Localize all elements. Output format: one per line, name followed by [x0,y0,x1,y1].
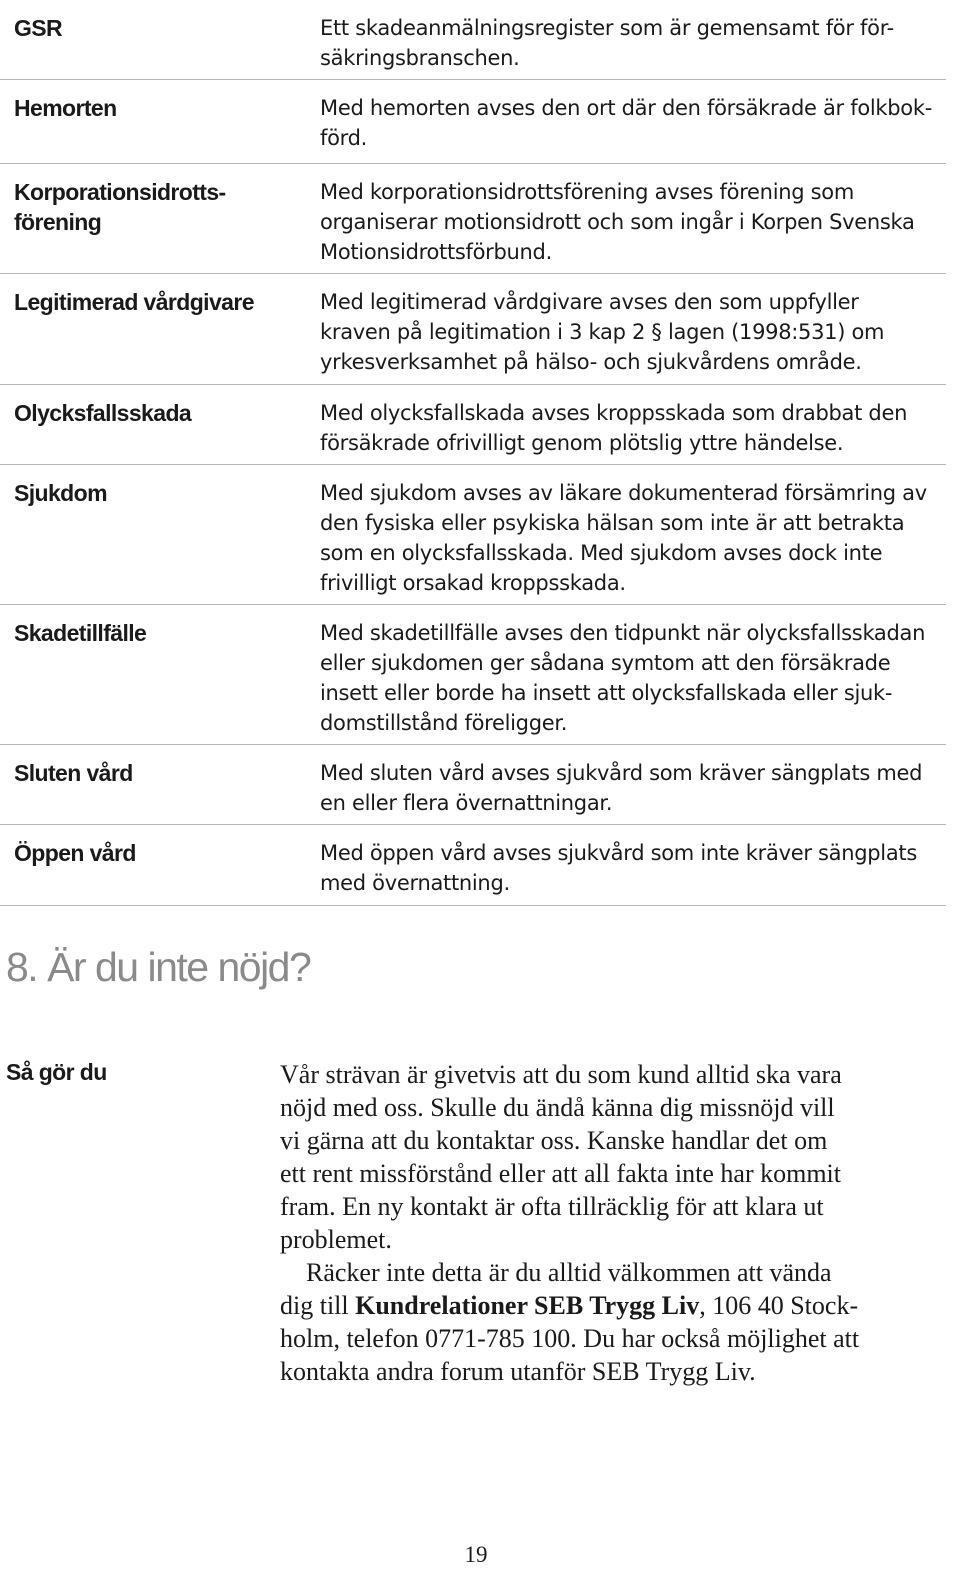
definition-row [0,465,946,605]
definition-description: Med korporationsidrottsförening avses förening som organiserar motionsidrott och som ingår i Korpen Svenska Motionsidrottsförbund. [320,180,915,264]
definition-term: Hemorten [14,95,117,121]
definition-row [0,385,946,465]
page-number: 19 [464,1542,488,1567]
definition-description: Ett skadeanmälningsregister som är gemensamt för för- säkringsbranschen. [320,16,894,70]
side-label: Så gör du [6,1059,107,1085]
definition-description: Med skadetillfälle avses den tidpunkt när olycksfallsskadan eller sjukdomen ger sådana symtom att den försäkrade insett eller borde ha insett att olycksfallskada eller sjuk- domstillstånd föreligger. [320,621,926,735]
definition-term: Skadetillfälle [14,620,147,646]
definition-term: GSR [14,15,63,41]
section-heading: 8. Är du inte nöjd? [6,944,311,990]
definition-description: Med sluten vård avses sjukvård som kräver sängplats med en eller flera övernattningar. [320,761,923,815]
definition-row [0,274,946,385]
definition-term: Öppen vård [14,840,136,866]
definition-description: Med olycksfallskada avses kroppsskada som drabbat den försäkrade ofrivilligt genom plötslig yttre händelse. [320,401,908,455]
section-body [280,1058,940,1388]
body-text-segment: Räcker inte detta är du alltid välkommen att vända dig till [280,1258,832,1320]
definition-row [0,164,946,274]
definition-term: Legitimerad vårdgivare [14,289,254,315]
definition-description: Med legitimerad vårdgivare avses den som uppfyller kraven på legitimation i 3 kap 2 § lagen (1998:531) om yrkesverksamhet på hälso- och sjukvårdens område. [320,290,885,374]
body-paragraph [280,1256,940,1388]
definition-row [0,0,946,80]
definition-row [0,605,946,745]
definition-term: Korporationsidrotts- förening [14,179,226,235]
definition-row [0,825,946,905]
body-paragraph: Vår strävan är givetvis att du som kund alltid ska vara nöjd med oss. Skulle du ändå känna dig missnöjd vill vi gärna att du kontaktar oss. Kanske handlar det om ett rent missförstånd eller att all fakta inte har kommit fram. En ny kontakt är ofta tillräcklig för att klara ut problemet. [280,1060,842,1254]
definition-row [0,745,946,825]
contact-name: Kundrelationer SEB Trygg Liv [355,1291,700,1320]
definition-description: Med hemorten avses den ort där den försäkrade är folkbok- förd. [320,96,932,150]
definition-term: Sluten vård [14,760,133,786]
definition-description: Med öppen vård avses sjukvård som inte kräver sängplats med övernattning. [320,841,917,895]
definition-term: Olycksfallsskada [14,400,192,426]
definition-term: Sjukdom [14,480,107,506]
definition-row [0,80,946,164]
definition-description: Med sjukdom avses av läkare dokumenterad försämring av den fysiska eller psykiska hälsan som inte är att betrakta som en olycksfallsskada. Med sjukdom avses dock inte frivilligt orsakad kroppsskada. [320,481,927,595]
body-text-segment: , 106 40 Stock- holm, telefon 0771-785 100. Du har också möjlighet att kontakta andra forum utanför SEB Trygg Liv. [280,1291,860,1386]
